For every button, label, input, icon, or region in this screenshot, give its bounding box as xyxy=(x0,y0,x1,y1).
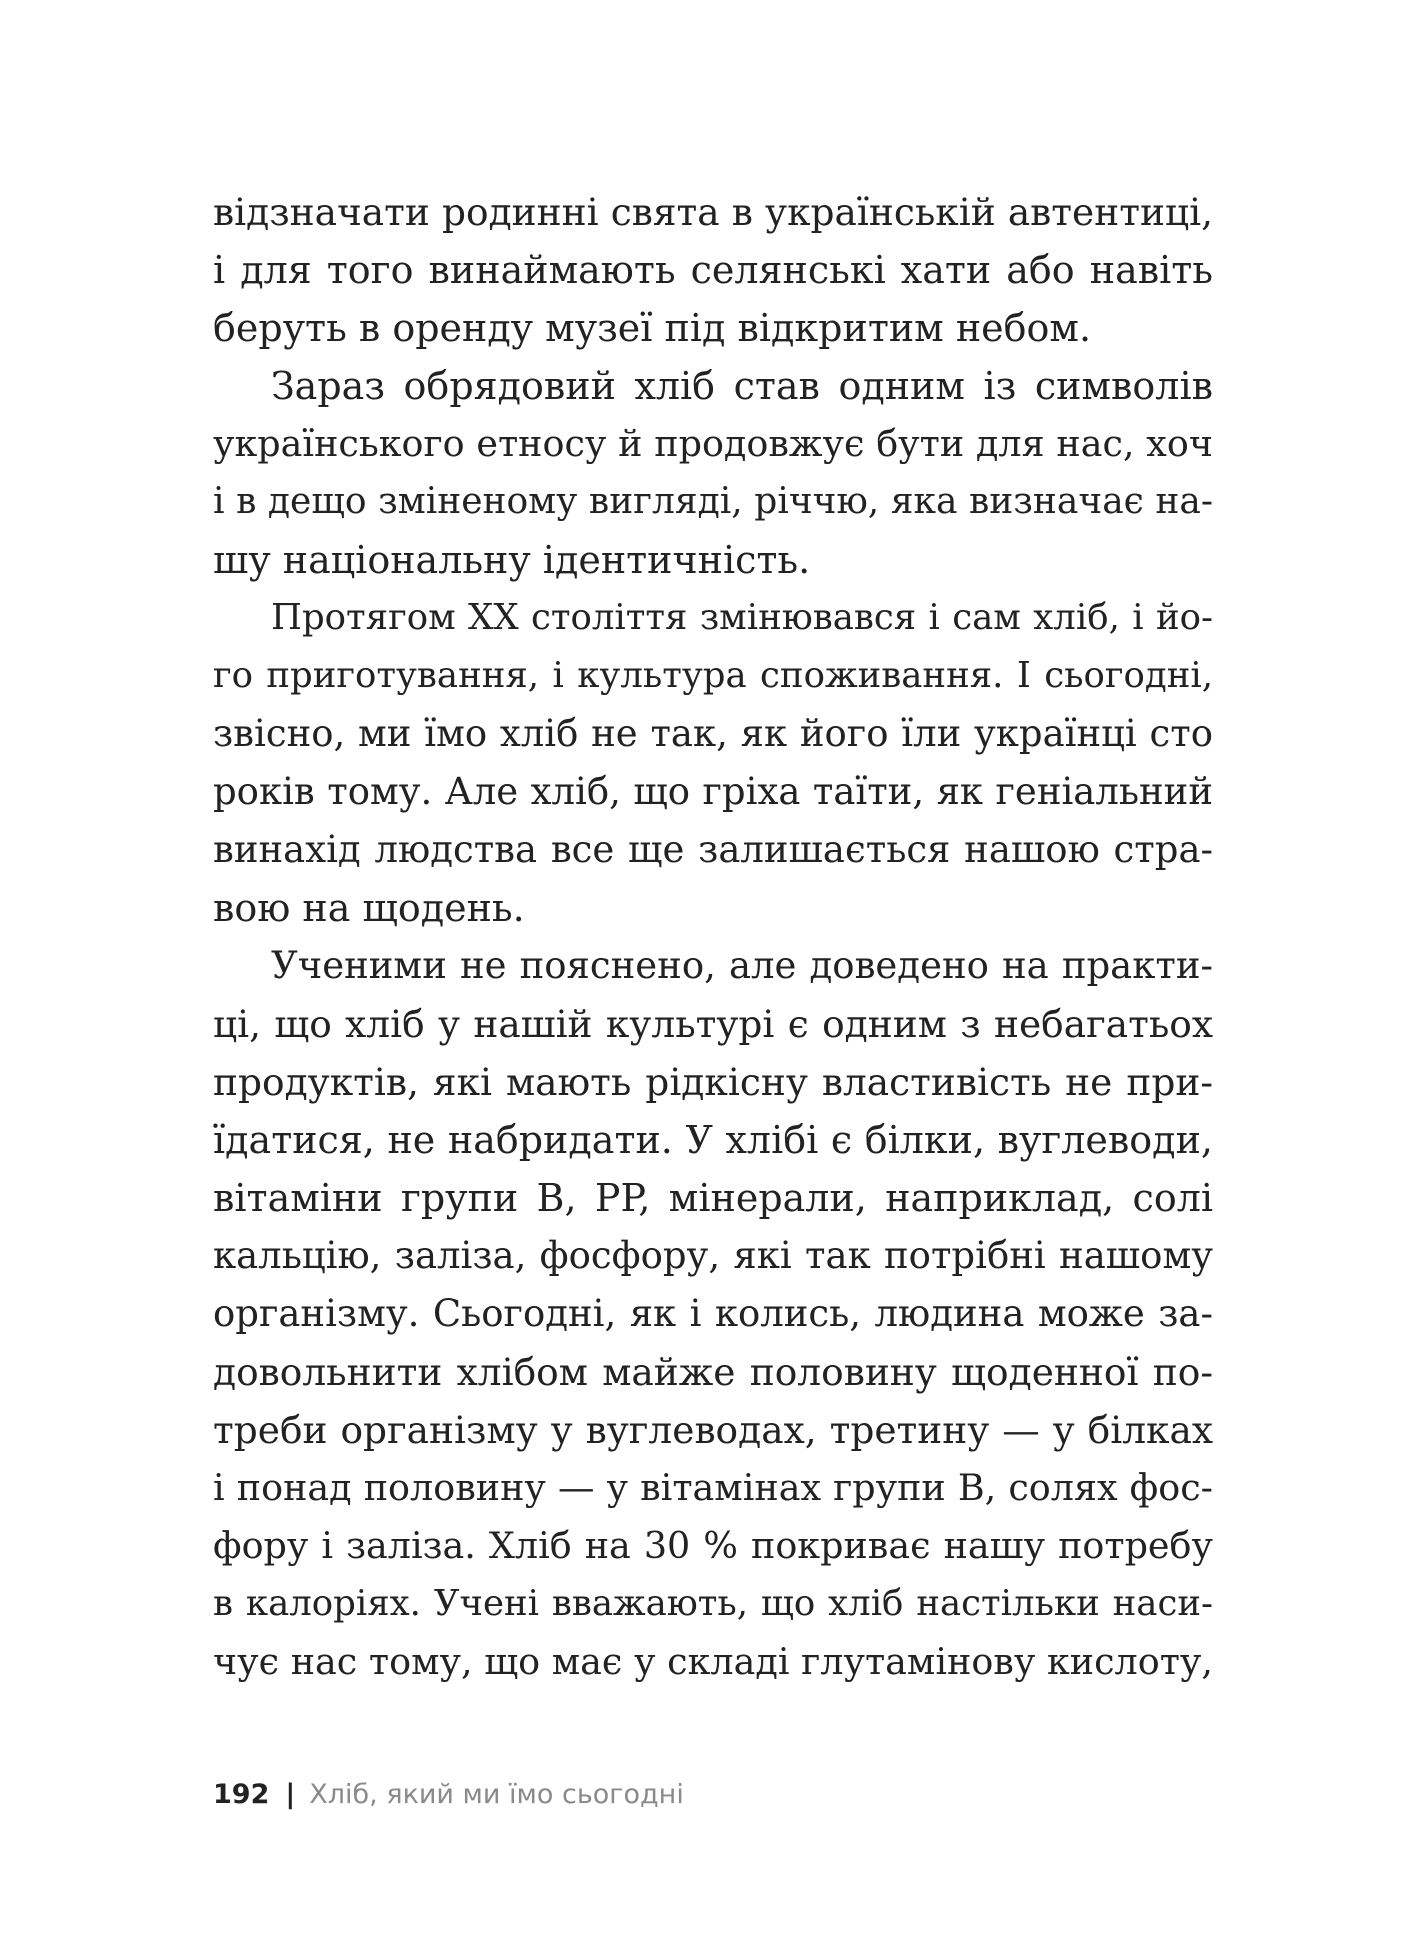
page-number: 192 xyxy=(213,1779,270,1810)
text-line: і для того винаймають селянські хати або навіть xyxy=(213,248,1213,292)
paragraph-first-line: Ученими не пояснено, але доведено на практи- xyxy=(271,944,1213,987)
text-line: років тому. Але хліб, що гріха таїти, як геніальний xyxy=(213,770,1213,813)
text-line: відзначати родинні свята в українській автентиці, xyxy=(213,190,1213,234)
text-line: кальцію, заліза, фосфору, які так потрібні нашому xyxy=(213,1234,1213,1277)
text-line: го приготування, і культура споживання. І сьогодні, xyxy=(213,655,1213,696)
running-title: Хліб, який ми їмо сьогодні xyxy=(309,1779,684,1810)
text-line: ці, що хліб у нашій культурі є одним з небагатьох xyxy=(213,1002,1213,1046)
text-line: і понад половину — у вітамінах групи B, солях фос- xyxy=(213,1466,1213,1509)
text-line: вітаміни групи B, PP, мінерали, наприклад, солі xyxy=(213,1176,1213,1220)
footer-separator: | xyxy=(285,1779,296,1810)
text-line: і в дещо зміненому вигляді, річчю, яка визначає на- xyxy=(213,481,1213,522)
text-line: беруть в оренду музеї під відкритим небом. xyxy=(213,306,1092,350)
paragraph-first-line: Протягом XX століття змінювався і сам хліб, і йо- xyxy=(271,597,1213,638)
text-line: їдатися, не набридати. У хлібі є білки, вуглеводи, xyxy=(213,1118,1213,1162)
text-line: організму. Сьогодні, як і колись, людина може за- xyxy=(213,1292,1213,1335)
text-line: українського етносу й продовжує бути для нас, хоч xyxy=(213,422,1213,465)
page-footer xyxy=(213,1778,684,1812)
text-line: вою на щодень. xyxy=(213,886,525,930)
text-line: чує нас тому, що має у складі глутамінову кислоту, xyxy=(213,1640,1213,1683)
paragraph-first-line: Зараз обрядовий хліб став одним із символів xyxy=(271,364,1213,408)
text-line: фору і заліза. Хліб на 30 % покриває нашу потребу xyxy=(213,1524,1213,1567)
text-line: треби організму у вуглеводах, третину — у білках xyxy=(213,1408,1213,1452)
text-line: винахід людства все ще залишається нашою стра- xyxy=(213,828,1213,871)
body-text xyxy=(213,183,1213,1691)
text-line: шу національну ідентичність. xyxy=(213,538,811,582)
text-line: довольнити хлібом майже половину щоденної по- xyxy=(213,1350,1213,1394)
text-line: звісно, ми їмо хліб не так, як його їли українці сто xyxy=(213,712,1213,755)
text-line: в калоріях. Учені вважають, що хліб настільки наси- xyxy=(213,1583,1213,1624)
text-line: продуктів, які мають рідкісну властивість не при- xyxy=(213,1060,1213,1104)
